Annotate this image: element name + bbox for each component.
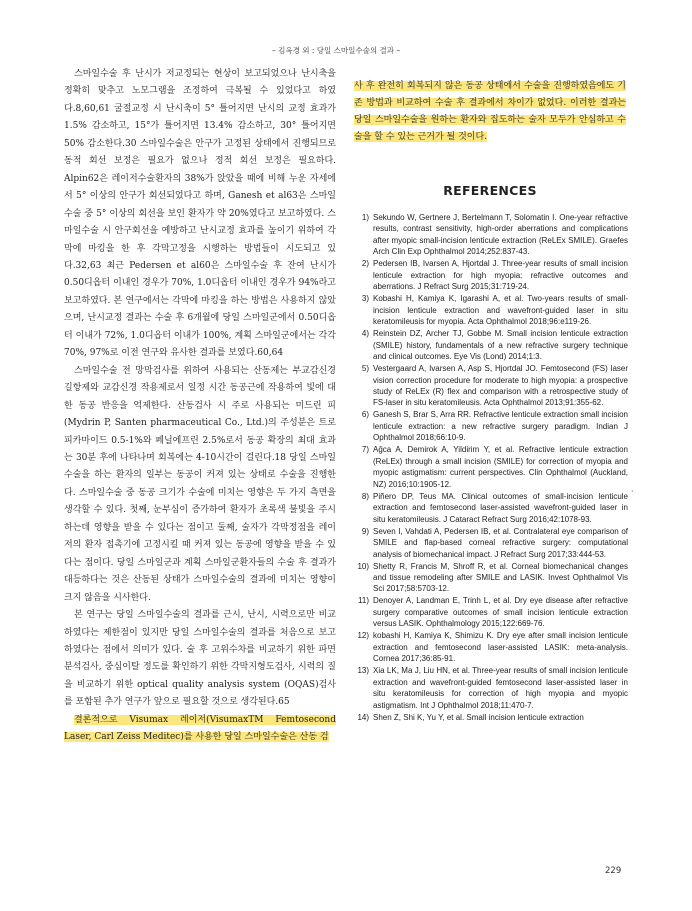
conclusion-paragraph <box>64 712 336 747</box>
margin-dot: · <box>631 487 634 496</box>
reference-text: Shetty R, Francis M, Shroff R, et al. Corneal biomechanical changes and tissue remodeling after SMILE and LASIK. Invest Ophthalmol Vis Sci 2017;58:5703-12. <box>373 561 628 594</box>
reference-number: 14) <box>357 712 369 722</box>
reference-item <box>352 212 628 258</box>
running-title: – 김옥경 외 : 당일 스마일수술의 결과 – <box>272 46 401 55</box>
reference-number: 9) <box>361 526 369 536</box>
reference-item <box>352 363 628 409</box>
reference-number: 10) <box>357 561 369 571</box>
reference-item <box>352 561 628 595</box>
reference-number: 7) <box>361 445 369 455</box>
reference-text: Reinstein DZ, Archer TJ, Gobbe M. Small incision lenticule extraction (SMILE) history, fundamentals of a new refractive surgery technique and clinical outcomes. Eye Vis (Lond) 2014;1:3. <box>373 329 628 362</box>
page-number: 229 <box>605 866 622 876</box>
reference-number: 3) <box>361 294 369 304</box>
reference-text: Seven I, Vahdati A, Pedersen IB, et al. Contralateral eye comparison of SMILE and flap-based corneal refractive surgery: computational analysis of biomechanical impact. J Refract Surg 2017;33:444-53. <box>373 526 628 559</box>
references-heading: REFERENCES <box>443 183 537 198</box>
reference-item <box>352 409 628 443</box>
reference-item <box>352 630 628 664</box>
reference-number: 8) <box>361 491 369 501</box>
reference-text: Kobashi H, Kamiya K, Igarashi A, et al. Two-years results of small-incision lenticule extraction and wavefront-guided laser in situ keratomileusis for myopia. Acta Ophthalmol 2018;96:e119-26. <box>373 294 628 327</box>
reference-number: 6) <box>361 410 369 420</box>
reference-item <box>352 258 628 292</box>
reference-item <box>352 328 628 362</box>
reference-text: Sekundo W, Gertnere J, Bertelmann T, Solomatin I. One-year refractive results, contrast sensitivity, high-order aberrations and complications after myopic small-incision lenticule extraction (ReLEx SMILE). Graefes Arch Clin Exp Ophthalmol 2014;252:837-43. <box>373 213 628 257</box>
highlighted-text: 사 후 완전히 회복되지 않은 동공 상태에서 수술을 진행하였음에도 기존 방법과 비교하여 수술 후 결과에서 차이가 없었다. 이러한 결과는 당일 스마일수술을 원하는 환자와 집도하는 술자 모두가 안심하고 수술을 할 수 있는 근거가 될 것이다. <box>354 81 626 142</box>
reference-number: 11) <box>358 596 369 606</box>
reference-number: 13) <box>357 666 369 676</box>
reference-text: Ağca A, Demirok A, Yildirim Y, et al. Refractive lenticule extraction (ReLEx) through a small incision (SMILE) for correction of myopia and myopic astigmatism: current perspectives. Clin Ophthalmol (Auckland, NZ) 2016;10:1905-12. <box>373 445 628 489</box>
conclusion-continuation <box>354 78 626 146</box>
reference-item <box>352 595 628 629</box>
reference-text: Xia LK, Ma J, Liu HN, et al. Three-year results of small incision lenticule extraction and wavefront-guided femtosecond laser-assisted laser in situ keratomileusis for correction of high myopia and myopic astigmatism. Int J Ophthalmol 2018;11:470-7. <box>373 666 628 710</box>
reference-number: 1) <box>361 213 369 222</box>
reference-text: kobashi H, Kamiya K, Shimizu K. Dry eye after small incision lenticule extraction and femtosecond laser-assisted LASIK: meta-analysis. Cornea 2017;36:85-91. <box>373 631 628 664</box>
reference-text: Pedersen IB, Ivarsen A, Hjortdal J. Three-year results of small incision lenticule extraction for high myopia: refractive outcomes and aberrations. J Refract Surg 2015;31:719-24. <box>373 259 628 292</box>
reference-item <box>352 712 628 723</box>
reference-number: 4) <box>361 329 369 339</box>
reference-number: 5) <box>361 364 369 374</box>
reference-item <box>352 293 628 327</box>
body-paragraph: 스마일수술 후 난시가 저교정되는 현상이 보고되었으나 난시축을 정확히 맞추고 노모그램을 조정하여 극복될 수 있었다고 하였다.8,60,61 굴절교정 시 난시축이 5° 틀어지면 난시의 교정 효과가 1.5% 감소하고, 15°가 틀어지면 13.4% 감소하고, 30° 틀어지면 50% 감소한다.30 스마일수술은 안구가 고정된 상태에서 진행되므로 동적 회선 보정은 필요가 없으나 정적 회선 보정은 필요하다. Alpin62은 레이저수술환자의 38%가 앉았을 때에 비해 누운 자세에서 5° 이상의 안구가 회선되었다고 하며, Ganesh et al63은 스마일수술 중 5° 이상의 회선을 보인 환자가 약 20%였다고 보고하였다. 스마일수술 시 안구회선을 예방하고 난시교정 효과를 높이기 위하여 각막에 마킹을 한 후 각막고정을 시행하는 방법들이 시도되고 있다.32,63 최근 Pedersen et al60은 스마일수술 후 잔여 난시가 0.50디옵터 이내인 경우가 70%, 1.0디옵터 이내인 경우가 94%라고 보고하였다. 본 연구에서는 각막에 마킹을 하는 방법은 사용하지 않았으며, 난시교정 결과는 수술 후 6개월에 당일 스마일군에서 0.50디옵터 이내가 72%, 1.0디옵터 이내가 100%, 계획 스마일군에서는 각각 70%, 97%로 이전 연구와 유사한 결과를 보였다.60,64 <box>64 69 336 359</box>
reference-text: Vestergaard A, Ivarsen A, Asp S, Hjortdal JO. Femtosecond (FS) laser vision correction procedure for moderate to high myopia: a prospective study of ReLEx (R) flex and comparison with a retrospective study of FS-laser in situ keratomileusis. Acta Ophthalmol 2013;91:355-62. <box>373 364 628 408</box>
body-paragraph: 스마일수술 전 망막검사를 위하여 사용되는 산동제는 부교감신경 길항제와 교감신경 작용제로서 일정 시간 동공근에 작용하여 빛에 대한 동공 반응을 억제한다. 산동검사 시 주로 사용되는 미드린 피(Mydrin P, Santen pharmaceutical Co., Ltd.)의 주성분은 트로피카마이드 0.5-1%와 페닐에프린 2.5%로서 동공 확장의 최대 효과는 30분 후에 나타나며 회복에는 4-10시간이 걸린다.18 당일 스마일수술을 하는 환자의 일부는 동공이 커져 있는 상태로 수술을 진행한다. 스마일수술 중 동공 크기가 수술에 미치는 영향은 두 가지 측면을 생각할 수 있다. 첫째, 눈부심이 증가하여 환자가 초록색 불빛을 주시하는데 영향을 받을 수 있다는 점이고 둘째, 술자가 각막정점을 레이저의 환자 접촉기에 고정시킬 때 커져 있는 동공에 영향을 받을 수 있다는 점이다. 당일 스마일군과 계획 스마일군환자들의 수술 후 결과가 대등하다는 것은 산동된 상태가 스마일수술의 결과에 미치는 영향이 크지 않음을 시사한다. <box>64 365 336 603</box>
references-list <box>352 212 628 724</box>
reference-text: Shen Z, Shi K, Yu Y, et al. Small incision lenticule extraction <box>373 712 584 722</box>
reference-text: Piñero DP, Teus MA. Clinical outcomes of small-incision lenticule extraction and femtosecond laser-assisted wavefront-guided laser in situ keratomileusis. J Cataract Refract Surg 2016;42:1078-93. <box>373 491 628 524</box>
reference-item <box>352 444 628 490</box>
body-text-left-column <box>64 66 336 747</box>
reference-item <box>352 526 628 560</box>
reference-number: 2) <box>361 259 369 269</box>
reference-item <box>352 665 628 711</box>
body-paragraph: 본 연구는 당일 스마일수술의 결과를 근시, 난시, 시력으로만 비교하였다는 제한점이 있지만 당일 스마일수술의 결과를 처음으로 보고하였다는 점에서 의미가 있다. 술 후 고위수차를 비교하기 위한 파면분석검사, 중심이탈 정도를 확인하기 위한 각막지형도검사, 시력의 질을 비교하기 위한 optical quality analysis system (OQAS)검사를 포함된 추가 연구가 앞으로 필요할 것으로 생각된다.65 <box>64 610 336 708</box>
reference-number: 12) <box>357 631 369 641</box>
reference-text: Ganesh S, Brar S, Arra RR. Refractive lenticule extraction small incision lenticule extraction: a new refractive surgery paradigm. Indian J Ophthalmol 2018;66:10-9. <box>373 410 628 443</box>
reference-text: Denoyer A, Landman E, Trinh L, et al. Dry eye disease after refractive surgery comparative outcomes of small incision lenticule extraction versus LASIK. Ophthalmology 2015;122:669-76. <box>373 596 628 629</box>
reference-item <box>352 491 628 525</box>
highlighted-text: 결론적으로 Visumax 레이저(VisumaxTM Femtosecond Laser, Carl Zeiss Meditec)를 사용한 당일 스마일수술은 산동 검 <box>64 714 336 743</box>
